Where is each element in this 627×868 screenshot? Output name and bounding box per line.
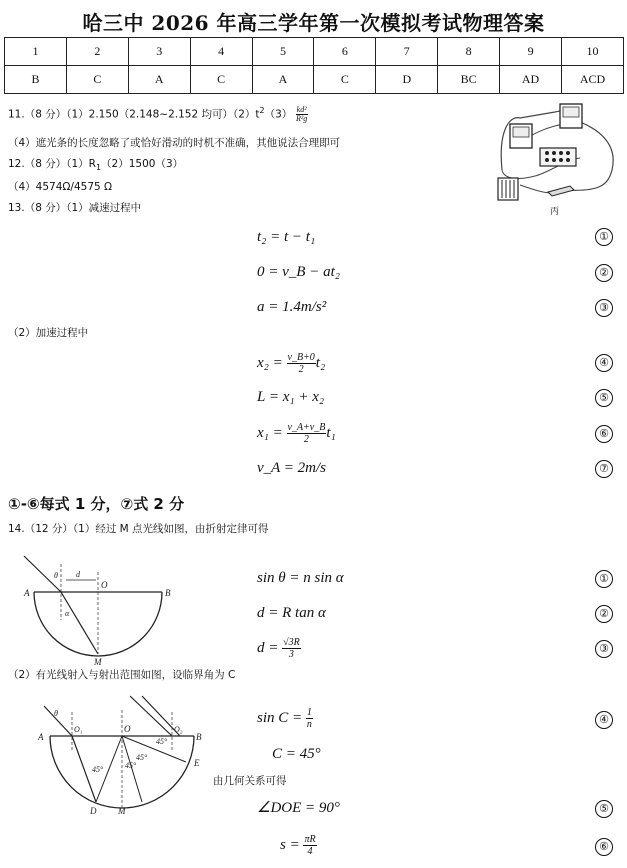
q14-head: 14.（12 分）（1）经过 M 点光线如图，由折射定律可得 <box>8 523 269 535</box>
q13-eq5: L = x₁ + x₂ <box>257 389 325 405</box>
q13-eq4-number: ④ <box>595 354 613 372</box>
fig2-angle-4: 45° <box>156 737 168 746</box>
q14-sub2: （2）有光线射入与射出范围如图，设临界角为 C <box>8 669 236 681</box>
q14-eq6-numerator: πR <box>304 834 316 845</box>
q13-eq1: t₂ = t − t₁ <box>257 229 316 245</box>
answer-cell: C <box>190 66 252 94</box>
q11-frac-denominator: R²g <box>295 114 308 123</box>
answer-table-number-row <box>5 38 624 66</box>
q11-frac-numerator: kd² <box>296 105 307 114</box>
q14-eq4-number: ④ <box>595 711 613 729</box>
q14-eq2-number: ② <box>595 605 613 623</box>
q13-eq6-rhs: t₁ <box>326 424 336 441</box>
refraction-figure-1 <box>20 550 180 667</box>
fig2-label-a: A <box>38 732 44 742</box>
q13-eq7-number: ⑦ <box>595 460 613 478</box>
q14-eq1-number: ① <box>595 570 613 588</box>
q14-geometry-note: 由几何关系可得 <box>213 775 287 787</box>
q14-eq2: d = R tan α <box>257 605 326 621</box>
question-number: 4 <box>190 38 252 66</box>
fig2-label-m: M <box>118 806 126 816</box>
fig2-angle-2: 45° <box>125 761 137 770</box>
question-number: 1 <box>5 38 67 66</box>
q12-text-a: 12.（8 分）（1）R <box>8 158 96 170</box>
fig2-angle-3: 45° <box>136 753 148 762</box>
fig2-label-o2: O₂ <box>174 725 183 734</box>
q13-eq3: a = 1.4m/s² <box>257 299 327 315</box>
fig2-label-o1: O₁ <box>74 725 83 734</box>
q14-eq6-number: ⑥ <box>595 838 613 856</box>
q14-eq3-lhs: d = <box>257 639 279 656</box>
fig2-label-b: B <box>196 732 202 742</box>
q11-fraction <box>296 106 308 123</box>
q14-eq6-fraction <box>303 834 316 857</box>
circuit-label: 丙 <box>550 207 560 217</box>
q13-score-note: ①-⑥每式 1 分，⑦式 2 分 <box>8 495 185 513</box>
fig2-label-theta: θ <box>54 709 58 718</box>
answer-cell: ACD <box>562 66 624 94</box>
answer-cell: C <box>314 66 376 94</box>
q11-text-b: （3） <box>264 108 293 121</box>
page-title: 哈三中 2026 年高三学年第一次模拟考试物理答案 <box>82 11 545 35</box>
question-number: 7 <box>376 38 438 66</box>
q13-eq4 <box>257 352 325 375</box>
q14-eq3 <box>257 637 301 660</box>
q13-eq6-fraction <box>287 422 327 445</box>
fig2-label-d: D <box>90 806 97 816</box>
fig1-label-theta: θ <box>54 571 58 580</box>
fig1-label-alpha: α <box>65 609 70 618</box>
fig1-label-m: M <box>94 657 102 667</box>
answer-cell: B <box>5 66 67 94</box>
answer-table-answer-row <box>5 66 624 94</box>
question-number: 9 <box>500 38 562 66</box>
q14-eq5-number: ⑤ <box>595 800 613 818</box>
answer-cell: AD <box>500 66 562 94</box>
fig1-label-b: B <box>165 588 171 598</box>
q14-eq4 <box>257 707 313 730</box>
q13-eq3-number: ③ <box>595 299 613 317</box>
circuit-diagram <box>490 100 620 220</box>
q13-eq1-number: ① <box>595 228 613 246</box>
question-number: 2 <box>66 38 128 66</box>
q13-eq4-denominator: 2 <box>298 364 304 375</box>
fig2-angle-1: 45° <box>92 765 104 774</box>
q11-sup: 2 <box>259 106 265 115</box>
q14-eq3-number: ③ <box>595 640 613 658</box>
q14-eq3-fraction <box>282 637 301 660</box>
fig2-label-e: E <box>194 758 200 768</box>
question-number: 3 <box>128 38 190 66</box>
answer-cell: BC <box>438 66 500 94</box>
q14-eq6-denominator: 4 <box>307 846 313 857</box>
q11-line2: （4）遮光条的长度忽略了或恰好滑动的时机不准确，其他说法合理即可 <box>8 137 341 149</box>
q13-eq7: v_A = 2m/s <box>257 460 327 476</box>
q14-eq1: sin θ = n sin α <box>257 570 344 586</box>
fig1-label-d: d <box>76 570 80 579</box>
q13-eq4-fraction <box>287 352 316 375</box>
refraction-figure-2 <box>30 690 210 820</box>
q13-eq4-lhs: x₂ = <box>257 354 283 371</box>
question-number: 8 <box>438 38 500 66</box>
q13-eq4-numerator: v_B+0 <box>287 352 315 363</box>
q13-head: 13.（8 分）（1）减速过程中 <box>8 202 142 214</box>
q13-eq4-rhs: t₂ <box>315 354 326 371</box>
question-number: 10 <box>562 38 624 66</box>
q14-eq3-denominator: 3 <box>288 649 294 660</box>
q11-text-a: 11.（8 分）（1）2.150（2.148~2.152 均可）（2）t <box>8 108 260 121</box>
answer-cell: C <box>66 66 128 94</box>
q14-eq4-lhs: sin C = <box>257 709 303 726</box>
q13-eq6-lhs: x₁ = <box>257 424 283 441</box>
q13-eq5-number: ⑤ <box>595 389 613 407</box>
question-number: 5 <box>252 38 314 66</box>
q12-line1 <box>8 157 183 175</box>
q14-eq5: ∠DOE = 90° <box>257 800 340 816</box>
q13-eq6-numerator: v_A+v_B <box>287 422 326 433</box>
q12-text-b: （2）1500（3） <box>101 158 184 170</box>
fig1-label-o: O <box>101 580 108 590</box>
fig1-label-a: A <box>24 588 30 598</box>
q13-eq2: 0 = v_B − at₂ <box>257 264 340 280</box>
answer-cell: D <box>376 66 438 94</box>
q12-sub: 1 <box>95 163 102 173</box>
answer-table <box>4 37 624 94</box>
answer-cell: A <box>128 66 190 94</box>
answer-cell: A <box>252 66 314 94</box>
q13-eq6-denominator: 2 <box>303 434 309 445</box>
q14-eq4-fraction <box>306 707 313 730</box>
q11-line1 <box>8 104 308 123</box>
q12-line2: （4）4574Ω/4575 Ω <box>8 181 113 193</box>
q13-eq6 <box>257 422 336 445</box>
q14-eq6 <box>280 834 317 857</box>
q13-eq6-number: ⑥ <box>595 425 613 443</box>
q14-eq4-denominator: n <box>306 719 312 730</box>
q14-eq4-numerator: 1 <box>306 707 312 718</box>
q14-eq4b: C = 45° <box>272 746 321 762</box>
q14-eq6-lhs: s = <box>280 836 300 853</box>
q14-eq3-numerator: √3R <box>283 637 300 648</box>
q13-eq2-number: ② <box>595 264 613 282</box>
fig2-label-o: O <box>124 724 131 734</box>
q13-sub2: （2）加速过程中 <box>8 327 89 339</box>
question-number: 6 <box>314 38 376 66</box>
